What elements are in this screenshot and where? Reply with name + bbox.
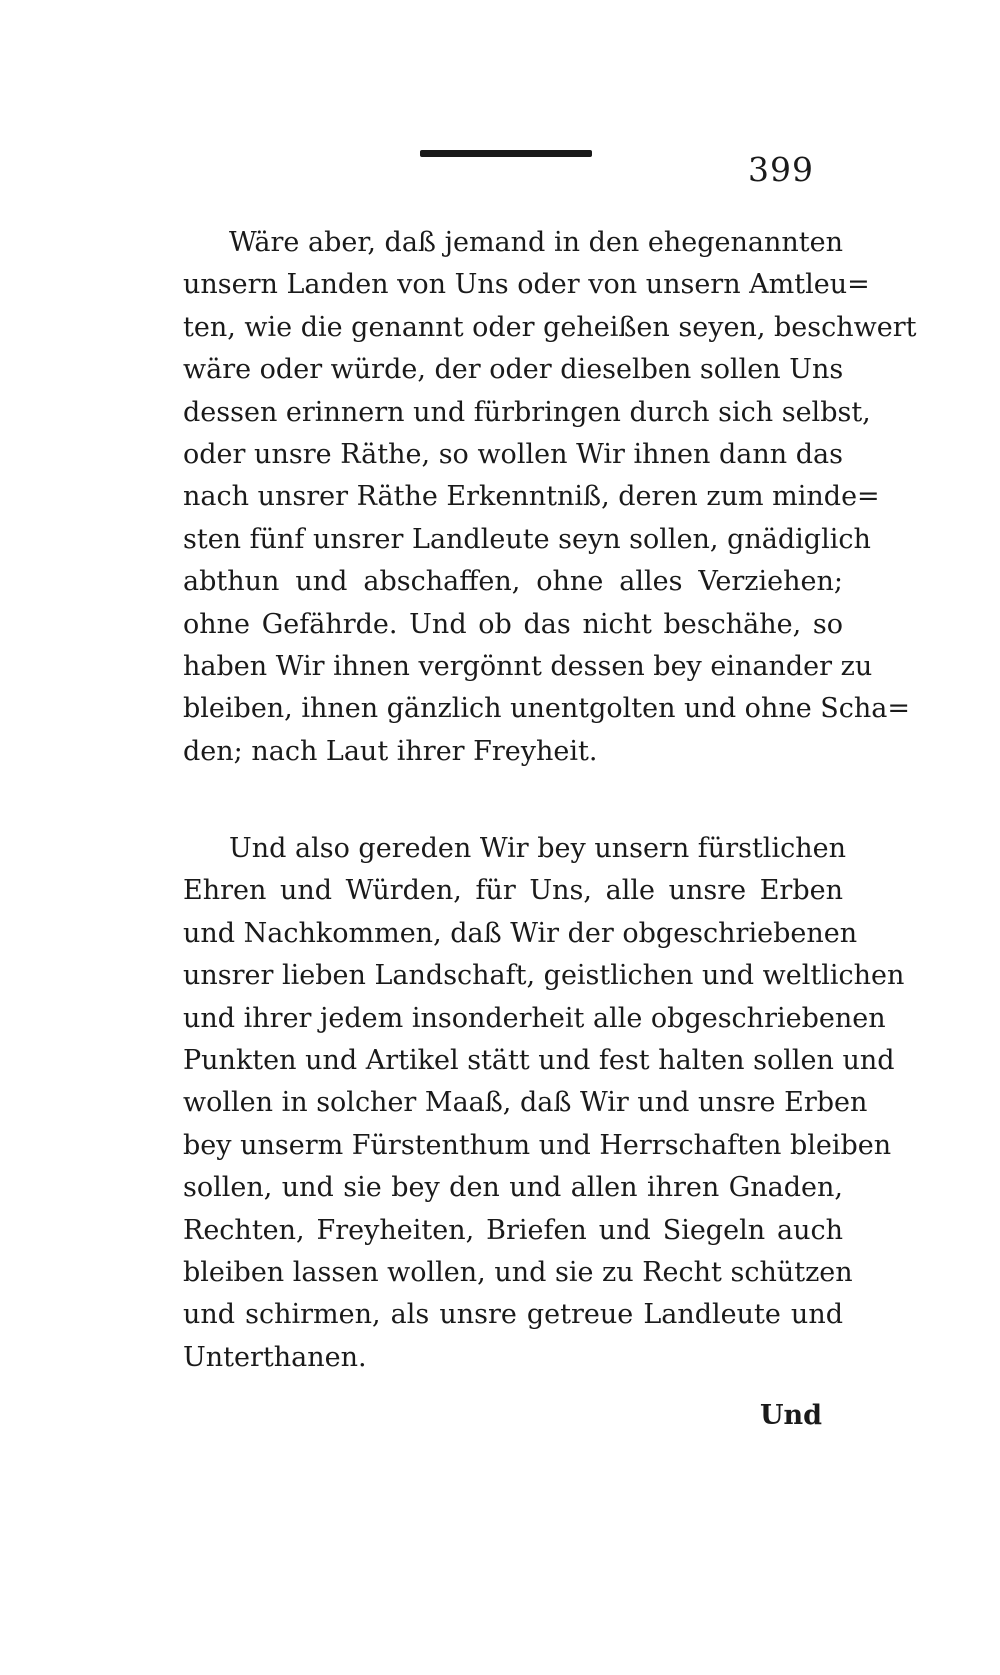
text-line: bey unserm Fürstenthum und Herrschaften bleiben <box>183 1129 892 1161</box>
text-line: wäre oder würde, der oder dieselben sollen Uns <box>183 354 844 386</box>
text-line: abthun und abschaffen, ohne alles Verziehen; <box>183 566 843 598</box>
text-line: Unterthanen. <box>183 1341 367 1373</box>
text-line: nach unsrer Räthe Erkenntniß, deren zum minde= <box>183 481 880 513</box>
text-line: ten, wie die genannt oder geheißen seyen, beschwert <box>183 311 917 343</box>
paragraph-1 <box>183 222 917 773</box>
page-number: 399 <box>748 150 814 189</box>
text-line: und schirmen, als unsre getreue Landleute und <box>183 1299 843 1331</box>
text-line: dessen erinnern und fürbringen durch sich selbst, <box>183 396 871 428</box>
text-line: sollen, und sie bey den und allen ihren Gnaden, <box>183 1172 843 1204</box>
text-line: oder unsre Räthe, so wollen Wir ihnen dann das <box>183 438 843 470</box>
text-line: unsrer lieben Landschaft, geistlichen und weltlichen <box>183 960 905 992</box>
text-line: Punkten und Artikel stätt und fest halten sollen und <box>183 1044 895 1076</box>
header-rule <box>420 150 592 157</box>
text-line: unsern Landen von Uns oder von unsern Amtleu= <box>183 269 870 301</box>
text-line: bleiben lassen wollen, und sie zu Recht schützen <box>183 1256 853 1288</box>
text-line: haben Wir ihnen vergönnt dessen bey einander zu <box>183 650 873 682</box>
text-line: sten fünf unsrer Landleute seyn sollen, gnädiglich <box>183 523 871 555</box>
text-line: bleiben, ihnen gänzlich unentgolten und ohne Scha= <box>183 693 911 725</box>
catchword: Und <box>760 1400 823 1431</box>
text-line: Ehren und Würden, für Uns, alle unsre Erben <box>183 875 843 907</box>
text-line: den; nach Laut ihrer Freyheit. <box>183 735 598 767</box>
text-line: und Nachkommen, daß Wir der obgeschriebenen <box>183 917 858 949</box>
text-line: wollen in solcher Maaß, daß Wir und unsre Erben <box>183 1087 868 1119</box>
paragraph-2 <box>183 828 905 1379</box>
text-line: und ihrer jedem insonderheit alle obgeschriebenen <box>183 1002 886 1034</box>
text-line: Und also gereden Wir bey unsern fürstlichen <box>229 833 846 864</box>
text-line: ohne Gefährde. Und ob das nicht beschähe, so <box>183 608 843 640</box>
text-line: Wäre aber, daß jemand in den ehegenannten <box>229 227 843 258</box>
text-line: Rechten, Freyheiten, Briefen und Siegeln auch <box>183 1214 843 1246</box>
